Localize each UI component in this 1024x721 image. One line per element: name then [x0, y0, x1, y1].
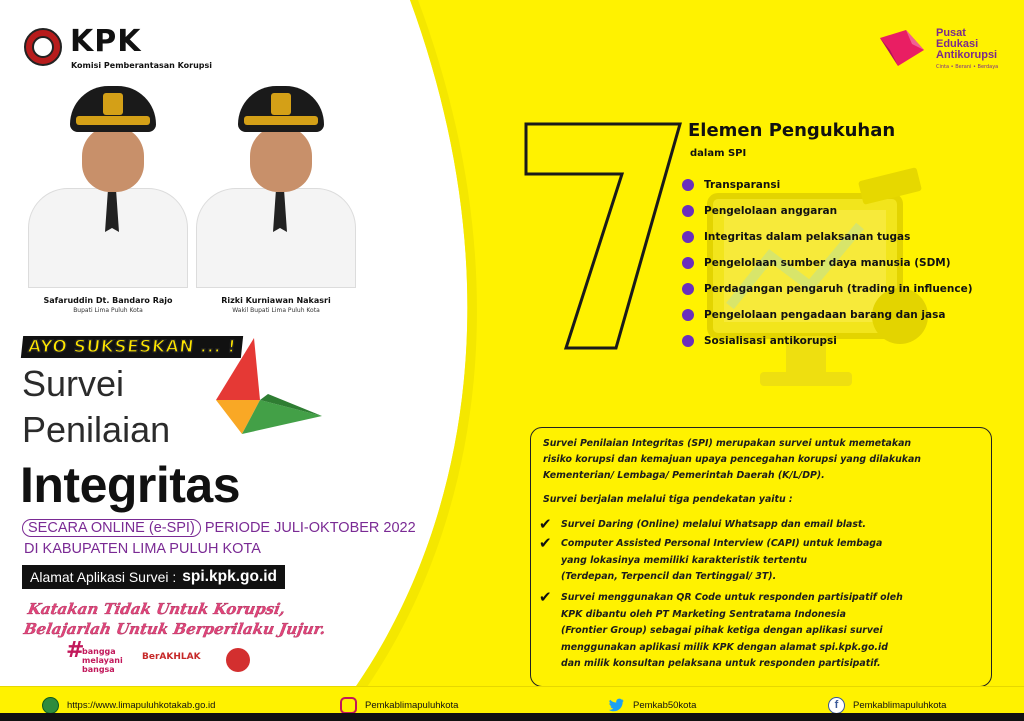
slogan-line2: Belajarlah Untuk Berperilaku Jujur. [22, 620, 328, 638]
facebook-icon: f [828, 697, 845, 714]
elemen-subtitle: dalam SPI [690, 148, 747, 159]
approach-item-1: ✔ Survei Daring (Online) melalui Whatsapp dan email blast. [539, 515, 866, 533]
list-item: Pengelolaan anggaran [680, 200, 973, 226]
periode-text [22, 520, 416, 536]
title-penilaian: Penilaian [22, 409, 171, 450]
periode-rest: PERIODE JULI-OKTOBER 2022 [200, 520, 416, 536]
official-role: Bupati Lima Puluh Kota [73, 307, 143, 314]
official-wakil-bupati [188, 86, 358, 314]
twitter-icon [608, 697, 625, 714]
alamat-label: Alamat Aplikasi Survei : [30, 569, 177, 585]
elemen-list [680, 174, 973, 356]
twitter-handle[interactable]: Pemkab50kota [633, 699, 697, 711]
official-role: Wakil Bupati Lima Puluh Kota [232, 307, 320, 314]
cap-icon [70, 86, 156, 132]
official-bupati [20, 86, 190, 314]
instagram-handle[interactable]: Pemkablimapuluhkota [365, 699, 459, 711]
pusat-edukasi-logo [876, 26, 1016, 74]
svg-text:7: 7 [518, 116, 519, 117]
info-paragraph-2: Survei berjalan melalui tiga pendekatan yaitu : [543, 494, 793, 505]
title-integritas: Integritas [20, 457, 241, 513]
campaign-tagline: AYO SUKSESKAN ... ! [21, 336, 243, 358]
bullet-icon [682, 257, 694, 269]
list-item: Sosialisasi antikorupsi [680, 330, 973, 356]
elemen-title: Elemen Pengukuhan [688, 120, 896, 141]
cap-icon [238, 86, 324, 132]
facebook-handle[interactable]: Pemkablimapuluhkota [853, 699, 947, 711]
info-box [530, 427, 992, 687]
bottom-edge [0, 713, 1024, 721]
berakhlak-logo: BerAKHLAK [142, 652, 201, 662]
list-item: Integritas dalam pelaksanan tugas [680, 226, 973, 252]
instagram-icon [340, 697, 357, 714]
checkmark-icon: ✔ [539, 588, 552, 606]
official-name: Safaruddin Dt. Bandaro Rajo [43, 296, 173, 305]
bullet-icon [682, 309, 694, 321]
bullet-icon [682, 231, 694, 243]
round-badge-icon [226, 648, 250, 672]
list-item: Pengelolaan pengadaan barang dan jasa [680, 304, 973, 330]
pusat-line3: Antikorupsi [936, 49, 998, 61]
footer-website[interactable] [42, 696, 215, 714]
kpk-wordmark: KPK [70, 24, 142, 59]
pusat-line1: Pusat [936, 27, 966, 39]
list-item: Transparansi [680, 174, 973, 200]
spi-logo-icon [208, 336, 328, 456]
bullet-icon [682, 335, 694, 347]
pusat-tagline: Cinta • Berani • Berdaya [936, 64, 999, 70]
globe-icon [42, 697, 59, 714]
checkmark-icon: ✔ [539, 534, 552, 552]
alamat-url-link[interactable]: spi.kpk.go.id [182, 568, 278, 585]
footer-instagram[interactable] [340, 696, 458, 714]
footer-facebook[interactable] [828, 696, 946, 714]
periode-highlight: SECARA ONLINE (e-SPI) [22, 519, 201, 537]
bullet-icon [682, 283, 694, 295]
kpk-logo [24, 26, 224, 72]
slogan-line1: Katakan Tidak Untuk Korupsi, [26, 600, 287, 618]
website-link[interactable]: https://www.limapuluhkotakab.go.id [67, 699, 216, 711]
pusat-mark-icon [876, 28, 928, 68]
officials-photo [20, 86, 370, 316]
footer-twitter[interactable] [608, 696, 696, 714]
checkmark-icon: ✔ [539, 515, 552, 533]
kpk-seal-icon [24, 28, 62, 66]
official-name: Rizki Kurniawan Nakasri [221, 296, 331, 305]
info-paragraph-1: Survei Penilaian Integritas (SPI) merupakan survei untuk memetakan risiko korupsi dan kemajuan upaya pencegahan korupsi yang dilakukan Kementerian/ Lembaga/ Pemerintah Daerah (K/L/DP). [543, 438, 921, 481]
kpk-subtitle: Komisi Pemberantasan Korupsi [71, 61, 213, 70]
bullet-icon [682, 179, 694, 191]
list-item: Pengelolaan sumber daya manusia (SDM) [680, 252, 973, 278]
alamat-aplikasi [22, 565, 285, 589]
approach-item-2: ✔ Computer Assisted Personal Interview (CAPI) untuk lembaga yang lokasinya memiliki karakteristik tertentu (Terdepan, Terpencil dan Tertinggal/ 3T). [539, 534, 883, 583]
kabupaten-text: DI KABUPATEN LIMA PULUH KOTA [24, 541, 261, 557]
approach-item-3: ✔ Survei menggunakan QR Code untuk responden partisipatif oleh KPK dibantu oleh PT Marketing Sentratama Indonesia (Frontier Group) sebagai pihak ketiga dengan aplikasi survei menggunakan aplikasi milik KPK dengan alamat spi.kpk.go.id dan milik konsultan pelaksana untuk responden partisipatif. [539, 588, 903, 670]
list-item: Perdagangan pengaruh (trading in influence) [680, 278, 973, 304]
pusat-line2: Edukasi [936, 38, 979, 50]
bullet-icon [682, 205, 694, 217]
partner-logos: # bangga melayani bangsa BerAKHLAK [68, 646, 268, 674]
number-seven [518, 116, 688, 356]
title-survei: Survei [22, 363, 125, 404]
